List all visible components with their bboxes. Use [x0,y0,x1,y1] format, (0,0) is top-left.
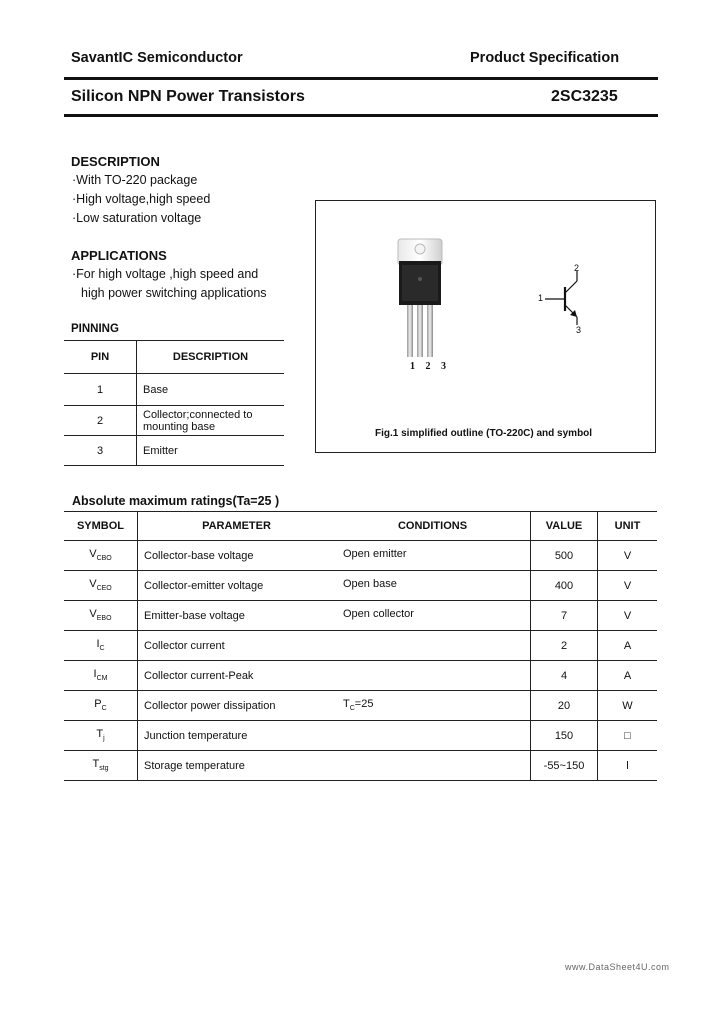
parameter-header: PARAMETER [202,520,271,532]
value-cell: 4 [531,661,598,691]
pin-number: 2 [64,406,137,436]
ratings-table [64,511,657,781]
symbol-letter: T [92,758,100,771]
ratings-title: Absolute maximum ratings(Ta=25 ) [72,494,280,508]
conditions-cell [335,601,531,631]
to220-package-image [386,233,456,363]
parameter-cell: Emitter-base voltage [144,609,245,622]
condition-text: T [343,698,350,711]
table-row [64,721,657,751]
symbol-letter: I [96,638,100,651]
symbol-cell [64,721,138,751]
value-cell: 500 [531,541,598,571]
unit-cell: A [623,669,632,682]
pin-description-header: DESCRIPTION [172,351,249,363]
value-cell: 2 [531,631,598,661]
product-line: Silicon NPN Power Transistors [71,88,305,105]
table-row [64,541,657,571]
conditions-cell [335,631,531,661]
applications-line: high power switching applications [81,286,267,300]
table-row [64,374,284,406]
symbol-letter: P [94,698,102,711]
table-row [64,751,657,781]
table-row [64,436,284,466]
pin-header: PIN [64,341,137,374]
conditions-cell [335,721,531,751]
symbol-subscript: C [99,645,105,653]
parameter-cell: Collector power dissipation [144,699,276,712]
applications-line: ·For high voltage ,high speed and [72,267,259,281]
watermark: www.DataSheet4U.com [565,962,670,972]
symbol-subscript: EBO [96,615,112,623]
pin-description: Emitter [143,444,178,457]
symbol-letter: V [89,578,97,591]
symbol-collector-label: 2 [574,263,580,273]
unit-cell: V [623,609,632,622]
symbol-subscript: CEO [96,585,112,593]
parameter-cell: Collector-emitter voltage [144,579,264,592]
conditions-cell [335,661,531,691]
symbol-subscript: CBO [96,555,112,563]
pinning-table [64,340,284,466]
conditions-cell [335,541,531,571]
table-row [64,661,657,691]
applications-title: APPLICATIONS [71,248,167,263]
symbol-cell [64,751,138,781]
parameter-cell: Junction temperature [144,729,248,742]
company-name: SavantIC Semiconductor [71,50,243,66]
header-rule-bottom [64,114,658,117]
description-title: DESCRIPTION [71,154,160,169]
package-pin-labels: 1 2 3 [410,361,450,372]
symbol-cell [64,571,138,601]
part-number: 2SC3235 [551,88,618,105]
condition-subscript: C [349,705,355,713]
value-cell: 20 [531,691,598,721]
table-row [64,691,657,721]
unit-cell: W [622,699,633,712]
parameter-cell: Collector-base voltage [144,549,254,562]
pin-description: Base [143,383,169,396]
symbol-cell [64,541,138,571]
unit-header: UNIT [614,520,641,532]
pin-description-cont: mounting base [143,420,216,433]
symbol-letter: V [89,548,97,561]
table-row [64,571,657,601]
unit-cell: □ [624,729,631,742]
pin-description: Collector;connected to [143,408,253,421]
pin-number: 1 [64,374,137,406]
condition-text: Open base [343,578,397,591]
value-cell: 7 [531,601,598,631]
table-row [64,406,284,436]
parameter-cell: Collector current-Peak [144,669,254,682]
symbol-letter: T [96,728,104,741]
symbol-cell [64,661,138,691]
header-rule-top [64,77,658,80]
symbol-subscript: stg [99,765,109,773]
conditions-cell [335,691,531,721]
symbol-letter: I [93,668,97,681]
symbol-cell [64,691,138,721]
parameter-cell: Storage temperature [144,759,245,772]
unit-cell: V [623,579,632,592]
symbol-subscript: j [103,735,105,743]
symbol-header: SYMBOL [64,512,138,541]
value-cell: 400 [531,571,598,601]
description-item: ·Low saturation voltage [72,211,202,225]
condition-text: Open collector [343,608,414,621]
figure-box [315,200,656,453]
symbol-letter: V [89,608,97,621]
symbol-subscript: CM [96,675,108,683]
symbol-cell [64,631,138,661]
symbol-emitter-label: 3 [576,325,582,335]
symbol-subscript: C [101,705,107,713]
doc-type: Product Specification [470,50,620,66]
symbol-base-label: 1 [538,293,544,303]
table-row [64,631,657,661]
condition-text: Open emitter [343,548,407,561]
value-header: VALUE [531,512,598,541]
unit-cell: A [623,639,632,652]
figure-caption: Fig.1 simplified outline (TO-220C) and symbol [375,428,593,439]
conditions-cell [335,751,531,781]
description-item: ·High voltage,high speed [72,192,211,206]
pinning-title: PINNING [71,323,119,335]
pin-number: 3 [64,436,137,466]
symbol-cell [64,601,138,631]
table-row [64,601,657,631]
conditions-cell [335,571,531,601]
condition-tail: =25 [354,698,374,711]
description-item: ·With TO-220 package [72,173,198,187]
value-cell: 150 [531,721,598,751]
parameter-cell: Collector current [144,639,225,652]
unit-cell: l [626,759,629,772]
conditions-header: CONDITIONS [335,512,531,541]
unit-cell: V [623,549,632,562]
value-cell: -55~150 [531,751,598,781]
